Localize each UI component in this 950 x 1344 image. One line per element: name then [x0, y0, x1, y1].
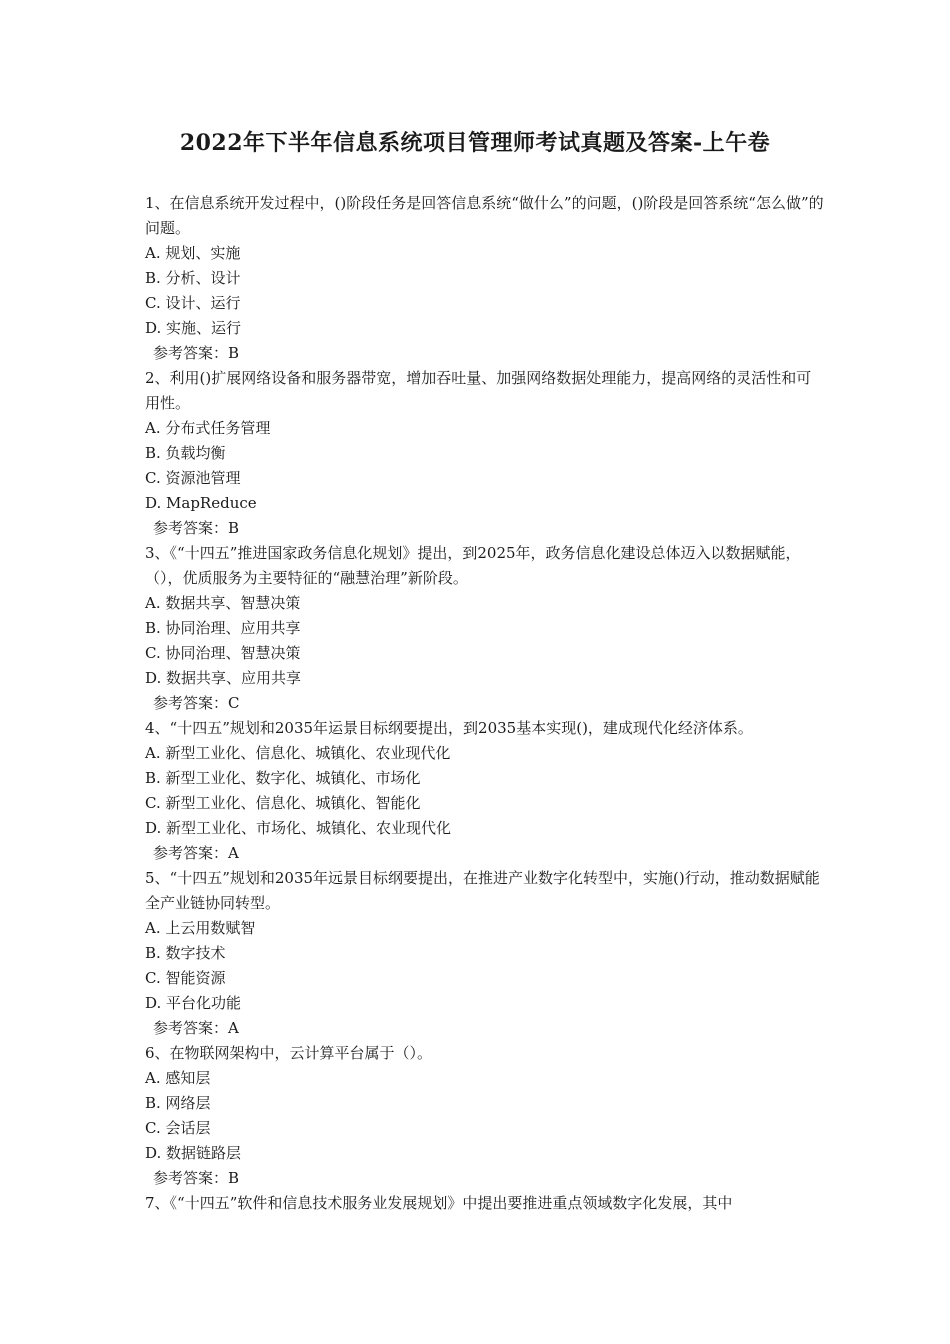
reference-answer: 参考答案：C	[153, 694, 240, 712]
reference-answer: 参考答案：A	[153, 844, 239, 862]
reference-answer: 参考答案：B	[153, 1169, 240, 1187]
option-d: D. MapReduce	[145, 494, 257, 512]
option-a: A. 感知层	[145, 1069, 211, 1087]
question-stem: 7、《“十四五”软件和信息技术服务业发展规划》中提出要推进重点领域数字化发展，其中	[145, 1194, 733, 1212]
question-stem: 2、利用()扩展网络设备和服务器带宽，增加吞吐量、加强网络数据处理能力，提高网络的灵活性和可用性。	[145, 369, 812, 412]
option-b: B. 数字技术	[145, 944, 226, 962]
question-stem: 5、“十四五”规划和2035年远景目标纲要提出，在推进产业数字化转型中，实施()行动，推动数据赋能全产业链协同转型。	[145, 869, 820, 912]
option-a: A. 规划、实施	[145, 244, 241, 262]
reference-answer: 参考答案：A	[153, 1019, 239, 1037]
reference-answer: 参考答案：B	[153, 519, 240, 537]
option-c: C. 会话层	[145, 1119, 211, 1137]
option-d: D. 新型工业化、市场化、城镇化、农业现代化	[145, 819, 452, 837]
option-d: D. 数据链路层	[145, 1144, 242, 1162]
option-b: B. 协同治理、应用共享	[145, 619, 301, 637]
option-c: C. 设计、运行	[145, 294, 241, 312]
option-d: D. 实施、运行	[145, 319, 242, 337]
question-1	[145, 191, 825, 366]
question-5	[145, 866, 825, 1041]
option-c: C. 资源池管理	[145, 469, 241, 487]
option-b: B. 负载均衡	[145, 444, 226, 462]
question-4	[145, 716, 825, 866]
question-3	[145, 541, 825, 716]
option-b: B. 新型工业化、数字化、城镇化、市场化	[145, 769, 421, 787]
question-6	[145, 1041, 825, 1191]
option-b: B. 分析、设计	[145, 269, 241, 287]
option-a: A. 上云用数赋智	[145, 919, 256, 937]
option-d: D. 数据共享、应用共享	[145, 669, 302, 687]
question-stem: 3、《“十四五”推进国家政务信息化规划》提出，到2025年，政务信息化建设总体迈入以数据赋能，（），优质服务为主要特征的“融慧治理”新阶段。	[145, 544, 801, 587]
option-a: A. 新型工业化、信息化、城镇化、农业现代化	[145, 744, 451, 762]
option-a: A. 数据共享、智慧决策	[145, 594, 301, 612]
option-c: C. 协同治理、智慧决策	[145, 644, 301, 662]
option-c: C. 新型工业化、信息化、城镇化、智能化	[145, 794, 421, 812]
document-title: 2022年下半年信息系统项目管理师考试真题及答案-上午卷	[179, 130, 771, 156]
question-7	[145, 1191, 825, 1216]
question-list	[145, 191, 825, 1216]
question-stem: 1、在信息系统开发过程中，()阶段任务是回答信息系统“做什么”的问题，()阶段是回答系统“怎么做”的问题。	[145, 194, 824, 237]
option-b: B. 网络层	[145, 1094, 211, 1112]
question-2	[145, 366, 825, 541]
option-d: D. 平台化功能	[145, 994, 242, 1012]
question-stem: 6、在物联网架构中，云计算平台属于（）。	[145, 1044, 433, 1062]
question-stem: 4、“十四五”规划和2035年运景目标纲要提出，到2035基本实现()，建成现代化经济体系。	[145, 719, 753, 737]
option-c: C. 智能资源	[145, 969, 226, 987]
option-a: A. 分布式任务管理	[145, 419, 271, 437]
reference-answer: 参考答案：B	[153, 344, 240, 362]
